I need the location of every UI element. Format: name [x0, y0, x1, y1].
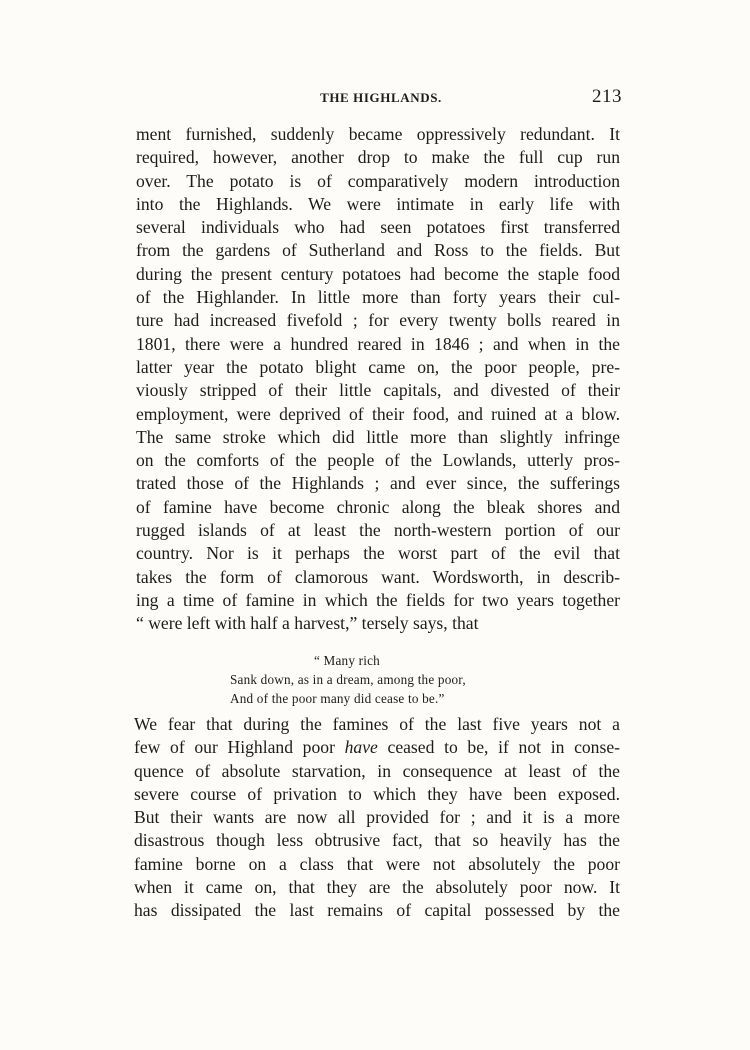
poetry-quote: [230, 651, 530, 708]
text-line: during the present century potatoes had become the staple food: [136, 263, 620, 284]
text-line: viously stripped of their little capitals, and divested of their: [136, 380, 620, 401]
text-line: trated those of the Highlands ; and ever since, the sufferings: [136, 473, 620, 494]
text-line: We fear that during the famines of the last five years not a: [134, 714, 620, 734]
text-line: employment, were deprived of their food, and ruined at a blow.: [136, 403, 620, 424]
quote-line: “ Many rich: [314, 653, 380, 668]
text-line: of the Highlander. In little more than forty years their cul-: [136, 287, 620, 308]
text-line: The same stroke which did little more than slightly infringe: [136, 426, 620, 447]
text-line: “ were left with half a harvest,” tersely says, that: [136, 613, 479, 634]
text-line: has dissipated the last remains of capital possessed by the: [134, 900, 620, 921]
text-line: of famine have become chronic along the bleak shores and: [136, 496, 620, 517]
text-line: rugged islands of at least the north-western portion of our: [136, 520, 620, 541]
text-line: ment furnished, suddenly became oppressively redundant. It: [136, 124, 620, 144]
text-segment: ceased to be, if not in conse-: [377, 737, 620, 758]
text-line: required, however, another drop to make the full cup run: [136, 147, 620, 168]
quote-line: Sank down, as in a dream, among the poor,: [230, 672, 466, 687]
text-line: severe course of privation to which they have been exposed.: [134, 783, 620, 804]
text-line: into the Highlands. We were intimate in early life with: [136, 193, 620, 214]
text-line: ture had increased fivefold ; for every twenty bolls reared in: [136, 310, 620, 331]
paragraph-2: [134, 713, 620, 923]
running-head: THE HIGHLANDS.: [320, 90, 442, 105]
text-line: from the gardens of Sutherland and Ross to the fields. But: [136, 240, 620, 261]
text-line: famine borne on a class that were not absolutely the poor: [134, 853, 620, 874]
text-line: quence of absolute starvation, in consequence at least of the: [134, 760, 620, 781]
text-line: on the comforts of the people of the Lowlands, utterly pros-: [136, 450, 620, 471]
italic-word: have: [344, 737, 378, 758]
paragraph-1: [136, 123, 620, 636]
text-line: over. The potato is of comparatively modern introduction: [136, 170, 620, 191]
quote-line: And of the poor many did cease to be.”: [230, 691, 445, 706]
text-line: [134, 736, 620, 759]
page-header: [140, 86, 622, 110]
page-number: 213: [592, 86, 622, 107]
text-line: takes the form of clamorous want. Wordsworth, in describ-: [136, 566, 620, 587]
text-line: when it came on, that they are the absolutely poor now. It: [134, 877, 620, 898]
text-segment: few of our Highland poor: [134, 737, 345, 758]
text-line: 1801, there were a hundred reared in 1846 ; and when in the: [136, 333, 620, 354]
text-line: disastrous though less obtrusive fact, that so heavily has the: [134, 830, 620, 851]
text-line: country. Nor is it perhaps the worst part of the evil that: [136, 543, 620, 564]
text-line: latter year the potato blight came on, the poor people, pre-: [136, 356, 620, 377]
text-line: But their wants are now all provided for ; and it is a more: [134, 807, 620, 828]
text-line: ing a time of famine in which the fields for two years together: [136, 589, 620, 610]
text-line: several individuals who had seen potatoes first transferred: [136, 217, 620, 238]
